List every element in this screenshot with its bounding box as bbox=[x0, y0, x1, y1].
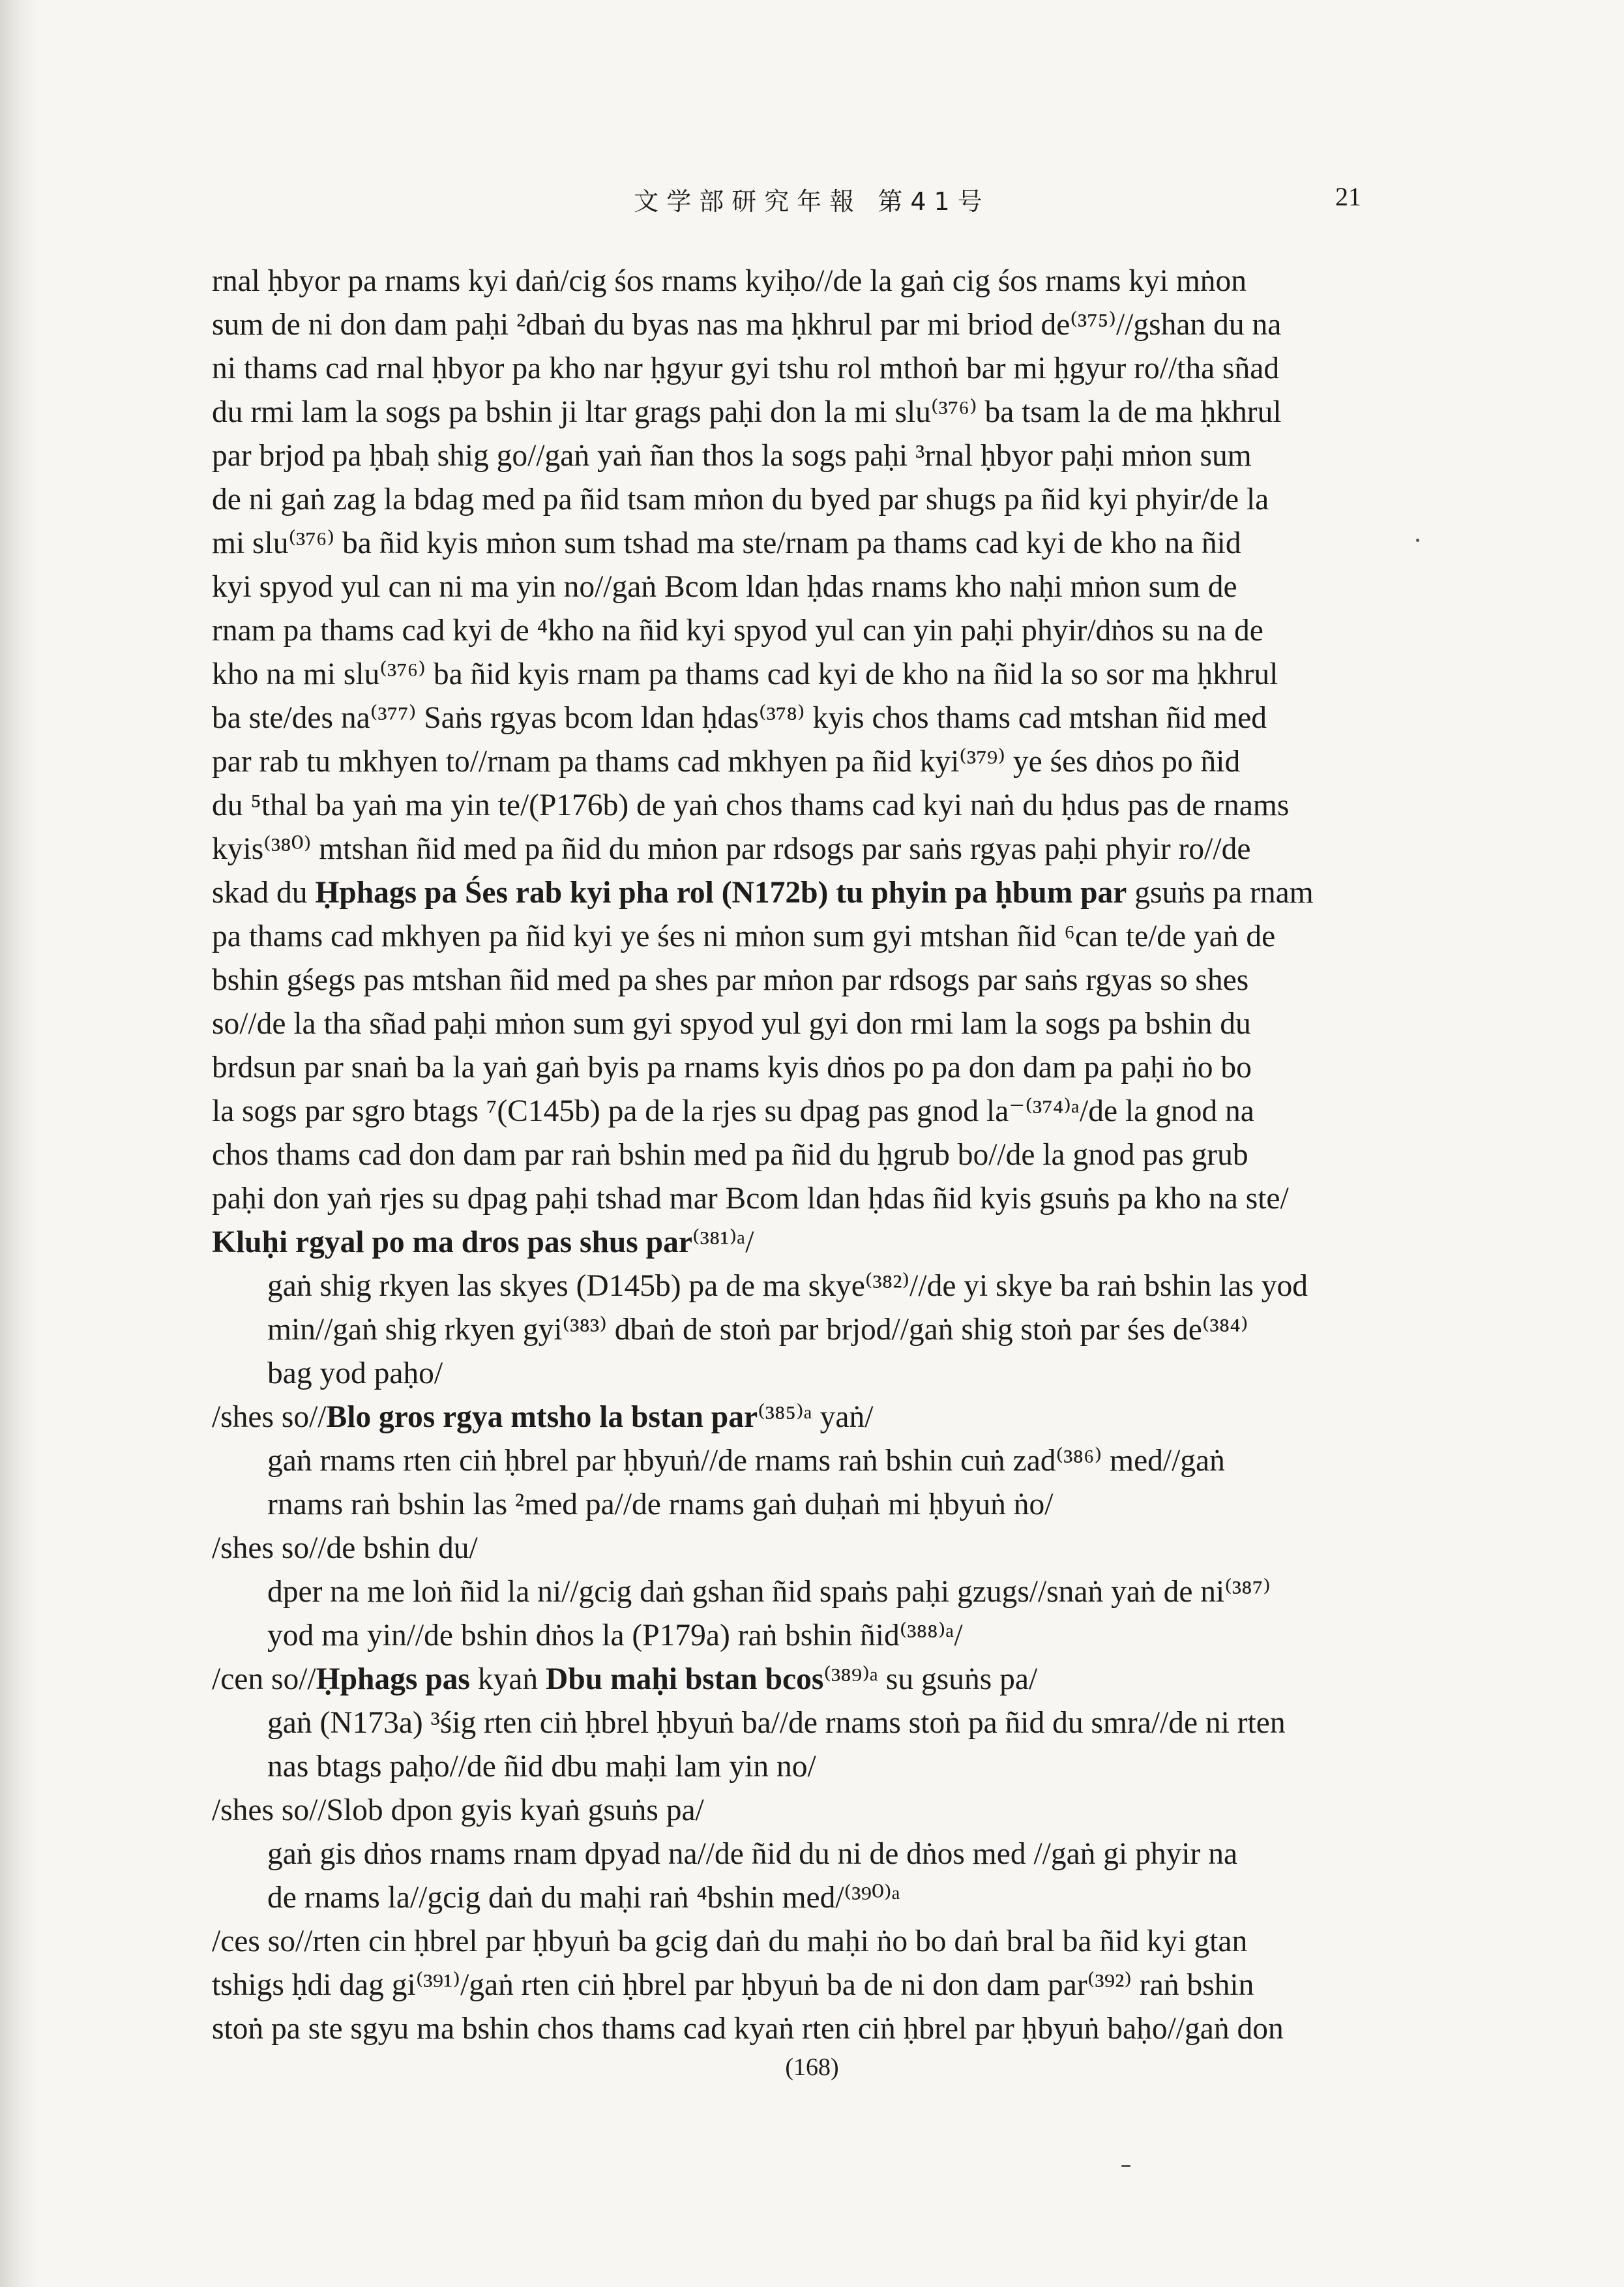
text-line: paḥi don yaṅ rjes su dpag paḥi tshad mar Bcom ldan ḥdas ñid kyis gsuṅs pa kho na ste/ bbox=[212, 1182, 1289, 1216]
journal-title: 文学部研究年報 第41号 bbox=[634, 187, 990, 216]
verse-line: gaṅ shig rkyen las skyes (D145b) pa de ma skye⁽³⁸²⁾//de yi skye ba raṅ bshin las yod bbox=[267, 1269, 1308, 1303]
text-line: kyi spyod yul can ni ma yin no//gaṅ Bcom ldan ḥdas rnams kho naḥi mṅon sum de bbox=[212, 570, 1237, 604]
text-line bbox=[212, 871, 1385, 915]
text-line: stoṅ pa ste sgyu ma bshin chos thams cad kyaṅ rten ciṅ ḥbrel par ḥbyuṅ baḥo//gaṅ don bbox=[212, 2012, 1284, 2046]
title-citation: Dbu maḥi bstan bcos bbox=[546, 1662, 824, 1696]
text-segment: ⁽³⁸¹⁾ᵃ/ bbox=[692, 1225, 754, 1259]
page-footer-label: (168) bbox=[785, 2054, 839, 2081]
verse-line: min//gaṅ shig rkyen gyi⁽³⁸³⁾ dbaṅ de stoṅ par brjod//gaṅ shig stoṅ par śes de⁽³⁸⁴⁾ bbox=[267, 1313, 1248, 1347]
title-citation: Ḥphags pa Śes rab kyi pha rol (N172b) tu phyin pa ḥbum par bbox=[315, 876, 1127, 910]
text-segment: ⁽³⁸⁵⁾ᵃ yaṅ/ bbox=[758, 1400, 874, 1434]
text-line: /shes so//Slob dpon gyis kyaṅ gsuṅs pa/ bbox=[212, 1793, 704, 1827]
text-segment: /cen so// bbox=[212, 1662, 316, 1696]
text-line: ba ste/des na⁽³⁷⁷⁾ Saṅs rgyas bcom ldan ḥdas⁽³⁷⁸⁾ kyis chos thams cad mtshan ñid med bbox=[212, 701, 1267, 735]
page-header bbox=[0, 181, 1624, 220]
text-line bbox=[212, 1658, 1385, 1701]
title-citation: Blo gros rgya mtsho la bstan par bbox=[326, 1400, 758, 1434]
text-line: /ces so//rten cin ḥbrel par ḥbyuṅ ba gcig daṅ du maḥi ṅo bo daṅ bral ba ñid kyi gtan bbox=[212, 1924, 1248, 1958]
text-line: la sogs par sgro btags ⁷(C145b) pa de la rjes su dpag pas gnod la⁻⁽³⁷⁴⁾ᵃ/de la gnod na bbox=[212, 1094, 1254, 1128]
verse-line: gaṅ gis dṅos rnams rnam dpyad na//de ñid du ni de dṅos med //gaṅ gi phyir na bbox=[267, 1837, 1238, 1871]
verse-line: nas btags paḥo//de ñid dbu maḥi lam yin no/ bbox=[267, 1750, 816, 1784]
text-line: so//de la tha sñad paḥi mṅon sum gyi spyod yul gyi don rmi lam la sogs pa bshin du bbox=[212, 1007, 1251, 1041]
scan-speck bbox=[1416, 539, 1419, 542]
text-line: bshin gśegs pas mtshan ñid med pa shes par mṅon par rdsogs par saṅs rgyas so shes bbox=[212, 963, 1249, 997]
verse-line: dper na me loṅ ñid la ni//gcig daṅ gshan ñid spaṅs paḥi gzugs//snaṅ yaṅ de ni⁽³⁸⁷⁾ bbox=[267, 1575, 1271, 1609]
verse-line: gaṅ (N173a) ³śig rten ciṅ ḥbrel ḥbyuṅ ba//de rnams stoṅ pa ñid du smra//de ni rten bbox=[267, 1706, 1286, 1740]
text-line: du ⁵thal ba yaṅ ma yin te/(P176b) de yaṅ chos thams cad kyi naṅ du ḥdus pas de rnams bbox=[212, 788, 1290, 822]
text-line: sum de ni don dam paḥi ²dbaṅ du byas nas ma ḥkhrul par mi briod de⁽³⁷⁵⁾//gshan du na bbox=[212, 308, 1282, 342]
text-line: chos thams cad don dam par raṅ bshin med pa ñid du ḥgrub bo//de la gnod pas grub bbox=[212, 1138, 1248, 1172]
text-segment: skad du bbox=[212, 876, 316, 910]
verse-line: bag yod paḥo/ bbox=[267, 1356, 443, 1390]
text-line: ni thams cad rnal ḥbyor pa kho nar ḥgyur gyi tshu rol mthoṅ bar mi ḥgyur ro//tha sñad bbox=[212, 351, 1280, 385]
verse-line: yod ma yin//de bshin dṅos la (P179a) raṅ bshin ñid⁽³⁸⁸⁾ᵃ/ bbox=[267, 1619, 963, 1652]
main-text bbox=[212, 260, 1385, 2051]
text-line: mi slu⁽³⁷⁶⁾ ba ñid kyis mṅon sum tshad ma ste/rnam pa thams cad kyi de kho na ñid bbox=[212, 526, 1241, 560]
title-citation: Ḥphags pas bbox=[316, 1662, 470, 1696]
page-number: 21 bbox=[1335, 182, 1361, 211]
text-segment: kyaṅ bbox=[469, 1662, 546, 1696]
text-line: pa thams cad mkhyen pa ñid kyi ye śes ni mṅon sum gyi mtshan ñid ⁶can te/de yaṅ de bbox=[212, 919, 1276, 953]
text-segment: /shes so// bbox=[212, 1400, 327, 1434]
text-line: brdsun par snaṅ ba la yaṅ gaṅ byis pa rnams kyis dṅos po pa don dam pa paḥi ṅo bo bbox=[212, 1051, 1252, 1084]
text-line: /shes so//de bshin du/ bbox=[212, 1531, 478, 1565]
verse-line: de rnams la//gcig daṅ du maḥi raṅ ⁴bshin med/⁽³⁹⁰⁾ᵃ bbox=[267, 1881, 900, 1915]
text-line: kyis⁽³⁸⁰⁾ mtshan ñid med pa ñid du mṅon par rdsogs par saṅs rgyas paḥi phyir ro//de bbox=[212, 832, 1251, 866]
title-citation: Kluḥi rgyal po ma dros pas shus par bbox=[212, 1225, 692, 1259]
text-line: rnam pa thams cad kyi de ⁴kho na ñid kyi spyod yul can yin paḥi phyir/dṅos su na de bbox=[212, 614, 1263, 648]
text-line bbox=[212, 1221, 1385, 1264]
text-segment: ⁽³⁸⁹⁾ᵃ su gsuṅs pa/ bbox=[823, 1662, 1038, 1696]
text-line: tshigs ḥdi dag gi⁽³⁹¹⁾/gaṅ rten ciṅ ḥbrel par ḥbyuṅ ba de ni don dam par⁽³⁹²⁾ raṅ bshin bbox=[212, 1968, 1254, 2002]
text-segment: gsuṅs pa rnam bbox=[1127, 876, 1314, 910]
text-line: par rab tu mkhyen to//rnam pa thams cad mkhyen pa ñid kyi⁽³⁷⁹⁾ ye śes dṅos po ñid bbox=[212, 745, 1241, 779]
scan-speck bbox=[1121, 2165, 1130, 2167]
text-line bbox=[212, 1396, 1385, 1439]
verse-line: gaṅ rnams rten ciṅ ḥbrel par ḥbyuṅ//de rnams raṅ bshin cuṅ zad⁽³⁸⁶⁾ med//gaṅ bbox=[267, 1444, 1225, 1478]
scan-edge-shadow bbox=[0, 0, 39, 2287]
text-line: du rmi lam la sogs pa bshin ji ltar grags paḥi don la mi slu⁽³⁷⁶⁾ ba tsam la de ma ḥkhrul bbox=[212, 395, 1282, 429]
verse-line: rnams raṅ bshin las ²med pa//de rnams gaṅ duḥaṅ mi ḥbyuṅ ṅo/ bbox=[267, 1487, 1054, 1521]
text-line: de ni gaṅ zag la bdag med pa ñid tsam mṅon du byed par shugs pa ñid kyi phyir/de la bbox=[212, 483, 1269, 516]
text-line: par brjod pa ḥbaḥ shig go//gaṅ yaṅ ñan thos la sogs paḥi ³rnal ḥbyor paḥi mṅon sum bbox=[212, 439, 1252, 473]
text-line: rnal ḥbyor pa rnams kyi daṅ/cig śos rnams kyiḥo//de la gaṅ cig śos rnams kyi mṅon bbox=[212, 264, 1247, 298]
text-line: kho na mi slu⁽³⁷⁶⁾ ba ñid kyis rnam pa thams cad kyi de kho na ñid la so sor ma ḥkhrul bbox=[212, 657, 1278, 691]
